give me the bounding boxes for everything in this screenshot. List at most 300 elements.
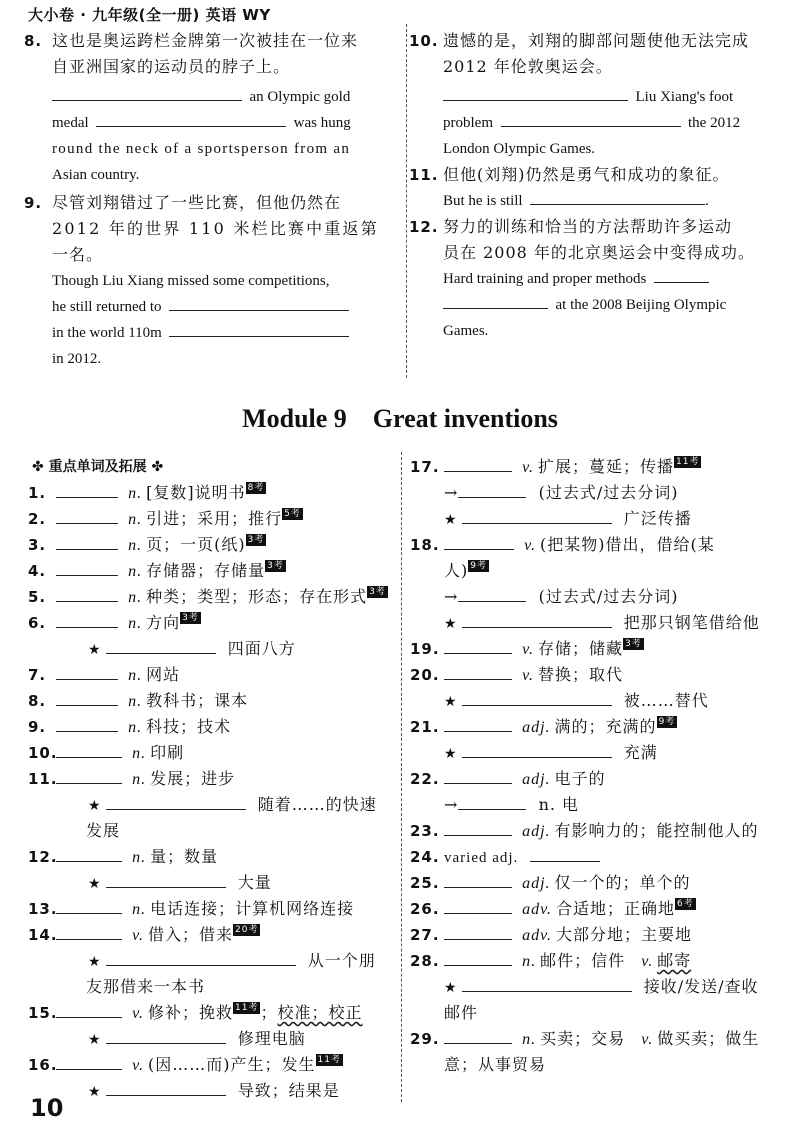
answer-blank[interactable]: [444, 950, 512, 966]
spacer: [122, 1003, 128, 1022]
item-meaning: 印刷: [150, 743, 185, 762]
part-of-speech: v.: [522, 641, 535, 658]
sentence-text: round the neck of a sportsperson from an: [52, 141, 351, 157]
column-divider-top: [406, 24, 407, 378]
vocab-item: [410, 818, 780, 844]
extension-row: [410, 506, 780, 532]
spacer: [246, 795, 258, 814]
item-meaning: 页；一页(纸): [146, 535, 246, 554]
vocab-item: [28, 610, 393, 636]
item-number: 23.: [410, 822, 440, 840]
question-text: 自亚洲国家的运动员的脖子上。: [52, 57, 291, 76]
part-of-speech: adj.: [522, 875, 551, 892]
item-number: 17.: [410, 458, 440, 476]
part-of-speech: n.: [128, 537, 143, 554]
spacer: [226, 1029, 238, 1048]
sentence-text: Hard training and proper methods: [443, 271, 647, 287]
extension-row: [28, 948, 393, 974]
item-number: 15.: [28, 1004, 58, 1022]
vocab-column-right: [410, 454, 780, 1078]
part-of-speech: v.: [641, 953, 654, 970]
spacer: [512, 1029, 518, 1048]
answer-blank[interactable]: [56, 898, 122, 914]
extension-meaning: 广泛传播: [623, 509, 692, 528]
answer-blank[interactable]: [462, 508, 612, 524]
sentence-text: the 2012: [688, 115, 741, 131]
question-text: 这也是奥运跨栏金牌第一次被挂在一位来: [52, 31, 359, 50]
answer-blank[interactable]: [501, 111, 681, 127]
spacer: [512, 639, 518, 658]
sentence-text: Games.: [443, 323, 489, 339]
question-text: 2012 年的世界 110 米栏比赛中重返第: [52, 219, 379, 238]
sentence-text: at the 2008 Beijing Olympic: [555, 297, 727, 313]
part-of-speech: n.: [132, 849, 147, 866]
spacer: [526, 795, 538, 814]
spacer: [514, 535, 520, 554]
answer-blank[interactable]: [106, 872, 226, 888]
vocab-item: [410, 1026, 780, 1052]
answer-blank[interactable]: [169, 295, 349, 311]
spacer: [118, 535, 124, 554]
answer-blank[interactable]: [56, 508, 118, 524]
column-divider-bottom: [401, 452, 402, 1102]
part-of-speech: v.: [522, 459, 535, 476]
sentence-text: .: [705, 193, 709, 209]
spacer: [216, 639, 228, 658]
spacer: [512, 665, 518, 684]
spacer: [512, 925, 518, 944]
item-number: 4.: [28, 562, 47, 580]
spacer: [512, 457, 518, 476]
sentence-text: London Olympic Games.: [443, 141, 596, 157]
vocab-item: [28, 688, 393, 714]
part-of-speech: adj.: [522, 771, 551, 788]
item-meaning: 科技；技术: [146, 717, 232, 736]
star-icon: ★: [444, 694, 458, 710]
item-number: 8.: [28, 692, 47, 710]
spacer: [226, 873, 238, 892]
continuation-text: 意；从事贸易: [444, 1055, 547, 1074]
spacer: [118, 717, 124, 736]
extension-meaning: 从一个朋: [307, 951, 376, 970]
arrow-icon: →: [444, 587, 459, 606]
continuation-text: 发展: [86, 821, 121, 840]
item-meaning: 替换；取代: [538, 665, 624, 684]
exam-count-badge: 6考: [677, 899, 694, 909]
extension-row: [410, 584, 780, 610]
part-of-speech: n.: [128, 693, 143, 710]
item-meaning: 方向: [146, 613, 181, 632]
vocab-item: [28, 896, 393, 922]
answer-blank[interactable]: [530, 846, 600, 862]
part-of-speech: n.: [132, 901, 147, 918]
answer-blank[interactable]: [444, 768, 512, 784]
answer-blank[interactable]: [462, 976, 632, 992]
answer-blank[interactable]: [56, 560, 118, 576]
section-heading: ✤ 重点单词及拓展 ✤: [32, 459, 164, 475]
vocab-item: [28, 480, 393, 506]
part-of-speech: n.: [132, 745, 147, 762]
item-meaning: 邮寄: [657, 951, 692, 970]
item-number: 20.: [410, 666, 440, 684]
star-icon: ★: [88, 876, 102, 892]
sentence-text: an Olympic gold: [249, 89, 351, 105]
part-of-speech: v.: [132, 1057, 145, 1074]
item-meaning: 量；数量: [150, 847, 219, 866]
extension-row: [28, 870, 393, 896]
sentence-text: was hung: [293, 115, 351, 131]
answer-blank[interactable]: [444, 534, 514, 550]
item-meaning: 存储器；存储量: [146, 561, 266, 580]
arrow-icon: →: [444, 795, 459, 814]
part-of-speech: adv.: [522, 927, 553, 944]
vocab-item: [28, 558, 393, 584]
item-number: 12.: [28, 848, 58, 866]
extension-meaning: 随着……的快速: [257, 795, 377, 814]
spacer: [612, 743, 624, 762]
spacer: [122, 847, 128, 866]
item-number: 29.: [410, 1030, 440, 1048]
answer-blank[interactable]: [462, 690, 612, 706]
separator: ；: [260, 1003, 278, 1022]
spacer: [612, 613, 624, 632]
answer-blank[interactable]: [52, 85, 242, 101]
answer-blank[interactable]: [169, 321, 349, 337]
part-of-speech: n.: [128, 511, 143, 528]
vocab-item: [410, 870, 780, 896]
sentence-text: problem: [443, 115, 493, 131]
star-icon: ★: [88, 798, 102, 814]
item-meaning: (因……而)产生；发生: [148, 1055, 316, 1074]
item-number: 6.: [28, 614, 47, 632]
extension-row: [28, 636, 393, 662]
extension-meaning: 接收/发送/查收: [643, 977, 759, 996]
item-number: 24.: [410, 848, 440, 866]
answer-blank[interactable]: [444, 716, 512, 732]
part-of-speech: v.: [132, 1005, 145, 1022]
vocab-item: [28, 844, 393, 870]
answer-blank[interactable]: [444, 638, 512, 654]
item-meaning: 买卖；交易: [540, 1029, 626, 1048]
answer-blank[interactable]: [444, 924, 512, 940]
sentence-text: in the world 110m: [52, 325, 162, 341]
spacer: [118, 613, 124, 632]
sentence-text: Though Liu Xiang missed some competitions,: [52, 273, 330, 289]
exam-count-badge: 3考: [182, 613, 199, 623]
star-icon: ★: [444, 746, 458, 762]
extension-meaning: 四面八方: [227, 639, 296, 658]
arrow-icon: →: [444, 483, 459, 502]
item-meaning: 扩展；蔓延；传播: [538, 457, 675, 476]
spacer: [625, 1029, 637, 1048]
item-number: 22.: [410, 770, 440, 788]
exam-count-badge: 9考: [658, 717, 676, 727]
spacer: [512, 769, 518, 788]
spacer: [118, 691, 124, 710]
vocab-column-left: [28, 454, 393, 1104]
spacer: [118, 483, 124, 502]
spacer: [512, 717, 518, 736]
answer-blank[interactable]: [56, 690, 118, 706]
item-word: varied adj.: [444, 850, 519, 866]
answer-blank[interactable]: [56, 1054, 122, 1070]
item-number: 5.: [28, 588, 47, 606]
module-title: Module 9 Great inventions: [242, 404, 558, 433]
spacer: [526, 483, 538, 502]
part-of-speech: v.: [132, 927, 145, 944]
answer-blank[interactable]: [444, 1028, 512, 1044]
sentence-text: medal: [52, 115, 89, 131]
spacer: [122, 1055, 128, 1074]
answer-blank[interactable]: [106, 1028, 226, 1044]
spacer: [122, 925, 128, 944]
extension-row: [28, 792, 393, 818]
part-of-speech: v.: [522, 667, 535, 684]
vocab-item: [410, 636, 780, 662]
item-number: 27.: [410, 926, 440, 944]
item-meaning: [复数]说明书: [146, 483, 246, 502]
spacer: [122, 743, 128, 762]
part-of-speech: adj.: [522, 823, 551, 840]
item-meaning: 借入；借来: [148, 925, 234, 944]
answer-blank[interactable]: [56, 716, 118, 732]
part-of-speech: n.: [128, 563, 143, 580]
answer-blank[interactable]: [56, 768, 122, 784]
sentence-text: Asian country.: [52, 167, 140, 183]
question-text: 一名。: [52, 245, 104, 264]
part-of-speech: n.: [128, 667, 143, 684]
page-number: 10: [30, 1094, 64, 1122]
extension-row: [410, 974, 780, 1000]
exam-count-badge: 9考: [470, 561, 487, 571]
spacer: [625, 951, 637, 970]
extension-meaning: 导致；结果是: [237, 1081, 340, 1100]
question-text: 2012 年伦敦奥运会。: [443, 57, 613, 76]
answer-blank[interactable]: [56, 1002, 122, 1018]
item-meaning: 有影响力的；能控制他人的: [554, 821, 759, 840]
answer-blank[interactable]: [56, 742, 122, 758]
exercise-column-left: [24, 28, 392, 372]
vocab-item: [410, 662, 780, 688]
extension-row: [28, 1078, 393, 1104]
question-number: 9.: [24, 194, 43, 212]
answer-blank[interactable]: [56, 664, 118, 680]
item-number: 28.: [410, 952, 440, 970]
continuation-text: 友那借来一本书: [86, 977, 206, 996]
vocab-item: [410, 714, 780, 740]
vocab-item: [28, 766, 393, 792]
answer-blank[interactable]: [56, 846, 122, 862]
extension-row: [28, 1026, 393, 1052]
spacer: [612, 691, 624, 710]
spacer: [612, 509, 624, 528]
extension-meaning: 被……替代: [623, 691, 709, 710]
exam-count-badge: 5考: [284, 509, 301, 519]
star-icon: ★: [88, 1084, 102, 1100]
part-of-speech: n.: [132, 771, 147, 788]
spacer: [226, 1081, 238, 1100]
part-of-speech: n.: [128, 615, 143, 632]
item-number: 14.: [28, 926, 58, 944]
vocab-item: [28, 740, 393, 766]
spacer: [512, 899, 518, 918]
sentence-text: But he is still: [443, 193, 523, 209]
extension-meaning: 大量: [237, 873, 272, 892]
item-number: 13.: [28, 900, 58, 918]
item-meaning: 大部分地；主要地: [556, 925, 693, 944]
answer-blank[interactable]: [654, 267, 709, 283]
extension-meaning: (过去式/过去分词): [538, 483, 679, 502]
exam-count-badge: 8考: [247, 483, 265, 493]
part-of-speech: v.: [524, 537, 537, 554]
answer-blank[interactable]: [443, 85, 628, 101]
part-of-speech: n.: [128, 589, 143, 606]
item-number: 10.: [28, 744, 58, 762]
extension-row: [410, 688, 780, 714]
spacer: [122, 769, 128, 788]
answer-blank[interactable]: [56, 482, 118, 498]
spacer: [296, 951, 308, 970]
item-meaning: 合适地；正确地: [556, 899, 676, 918]
exam-count-badge: 11考: [317, 1055, 341, 1065]
answer-blank[interactable]: [444, 664, 512, 680]
question-text: 员在 2008 年的北京奥运会中变得成功。: [443, 243, 755, 262]
vocab-item: [410, 922, 780, 948]
page-header: 大小卷 · 九年级(全一册) 英语 WY: [28, 6, 271, 24]
extension-row: [410, 610, 780, 636]
spacer: [118, 509, 124, 528]
question-number: 12.: [409, 218, 439, 236]
question-text: 遗憾的是，刘翔的脚部问题使他无法完成: [443, 31, 750, 50]
exam-count-badge: 3考: [369, 587, 386, 597]
answer-blank[interactable]: [458, 482, 526, 498]
answer-blank[interactable]: [56, 612, 118, 628]
vocab-item: [28, 662, 393, 688]
extension-meaning: 修理电脑: [237, 1029, 306, 1048]
question-number: 11.: [409, 166, 439, 184]
answer-blank[interactable]: [444, 872, 512, 888]
answer-blank[interactable]: [444, 898, 512, 914]
vocab-item: [28, 506, 393, 532]
exam-count-badge: 3考: [267, 561, 284, 571]
part-of-speech: n.: [522, 1031, 537, 1048]
spacer: [512, 821, 518, 840]
item-number: 1.: [28, 484, 47, 502]
item-meaning: 仅一个的；单个的: [554, 873, 691, 892]
answer-blank[interactable]: [56, 586, 118, 602]
extension-row: [410, 480, 780, 506]
part-of-speech: n.: [128, 485, 143, 502]
vocab-item: [28, 584, 393, 610]
item-number: 25.: [410, 874, 440, 892]
question-text: 努力的训练和恰当的方法帮助许多运动: [443, 217, 733, 236]
star-icon: ★: [88, 642, 102, 658]
item-number: 19.: [410, 640, 440, 658]
exercise-column-right: [409, 28, 773, 344]
star-icon: ★: [444, 616, 458, 632]
star-icon: ★: [88, 954, 102, 970]
answer-blank[interactable]: [106, 1080, 226, 1096]
part-of-speech: adj.: [522, 719, 551, 736]
item-meaning: 电子的: [554, 769, 606, 788]
vocab-item: [28, 922, 393, 948]
sentence-text: Liu Xiang's foot: [635, 89, 734, 105]
spacer: [118, 665, 124, 684]
extension-meaning: 充满: [623, 743, 658, 762]
item-number: 16.: [28, 1056, 58, 1074]
item-meaning: 人): [444, 561, 469, 580]
answer-blank[interactable]: [106, 794, 246, 810]
answer-blank[interactable]: [444, 456, 512, 472]
answer-blank[interactable]: [458, 794, 526, 810]
vocab-item: [28, 532, 393, 558]
exam-count-badge: 20考: [235, 925, 259, 935]
vocab-item: [410, 896, 780, 922]
spacer: [632, 977, 644, 996]
item-number: 26.: [410, 900, 440, 918]
extension-meaning: n. 电: [538, 795, 580, 814]
item-number: 9.: [28, 718, 47, 736]
answer-blank[interactable]: [106, 950, 296, 966]
item-meaning: 存储；储藏: [538, 639, 624, 658]
part-of-speech: n.: [128, 719, 143, 736]
item-meaning: 修补；挽救: [148, 1003, 234, 1022]
vocab-item: [410, 532, 780, 558]
answer-blank[interactable]: [462, 742, 612, 758]
item-meaning: 引进；采用；推行: [146, 509, 283, 528]
answer-blank[interactable]: [462, 612, 612, 628]
vocab-item-continuation: [410, 558, 780, 584]
answer-blank[interactable]: [56, 924, 122, 940]
answer-blank[interactable]: [106, 638, 216, 654]
answer-blank[interactable]: [96, 111, 286, 127]
vocab-item: [410, 844, 780, 870]
vocab-item: [410, 766, 780, 792]
sentence-text: in 2012.: [52, 351, 102, 367]
item-meaning: 发展；进步: [150, 769, 236, 788]
star-icon: ★: [88, 1032, 102, 1048]
vocab-item: [410, 948, 780, 974]
answer-blank[interactable]: [444, 820, 512, 836]
answer-blank[interactable]: [458, 586, 526, 602]
item-meaning: (把某物)借出，借给(某: [540, 535, 715, 554]
spacer: [122, 899, 128, 918]
item-number: 18.: [410, 536, 440, 554]
extension-row: [410, 792, 780, 818]
exam-count-badge: 3考: [625, 639, 642, 649]
sentence-text: he still returned to: [52, 299, 162, 315]
item-meaning: 邮件；信件: [540, 951, 626, 970]
item-meaning: 种类；类型；形态；存在形式: [146, 587, 368, 606]
question-text: 尽管刘翔错过了一些比赛，但他仍然在: [52, 193, 342, 212]
item-number: 7.: [28, 666, 47, 684]
spacer: [512, 951, 518, 970]
spacer: [512, 873, 518, 892]
vocab-item: [410, 454, 780, 480]
star-icon: ★: [444, 512, 458, 528]
answer-blank[interactable]: [530, 189, 705, 205]
vocab-item: [28, 1052, 393, 1078]
item-number: 2.: [28, 510, 47, 528]
vocab-item: [28, 714, 393, 740]
spacer: [118, 561, 124, 580]
answer-blank[interactable]: [443, 293, 548, 309]
continuation-text: 邮件: [444, 1003, 479, 1022]
spacer: [518, 847, 530, 866]
item-meaning: 电话连接；计算机网络连接: [150, 899, 355, 918]
part-of-speech: n.: [522, 953, 537, 970]
answer-blank[interactable]: [56, 534, 118, 550]
